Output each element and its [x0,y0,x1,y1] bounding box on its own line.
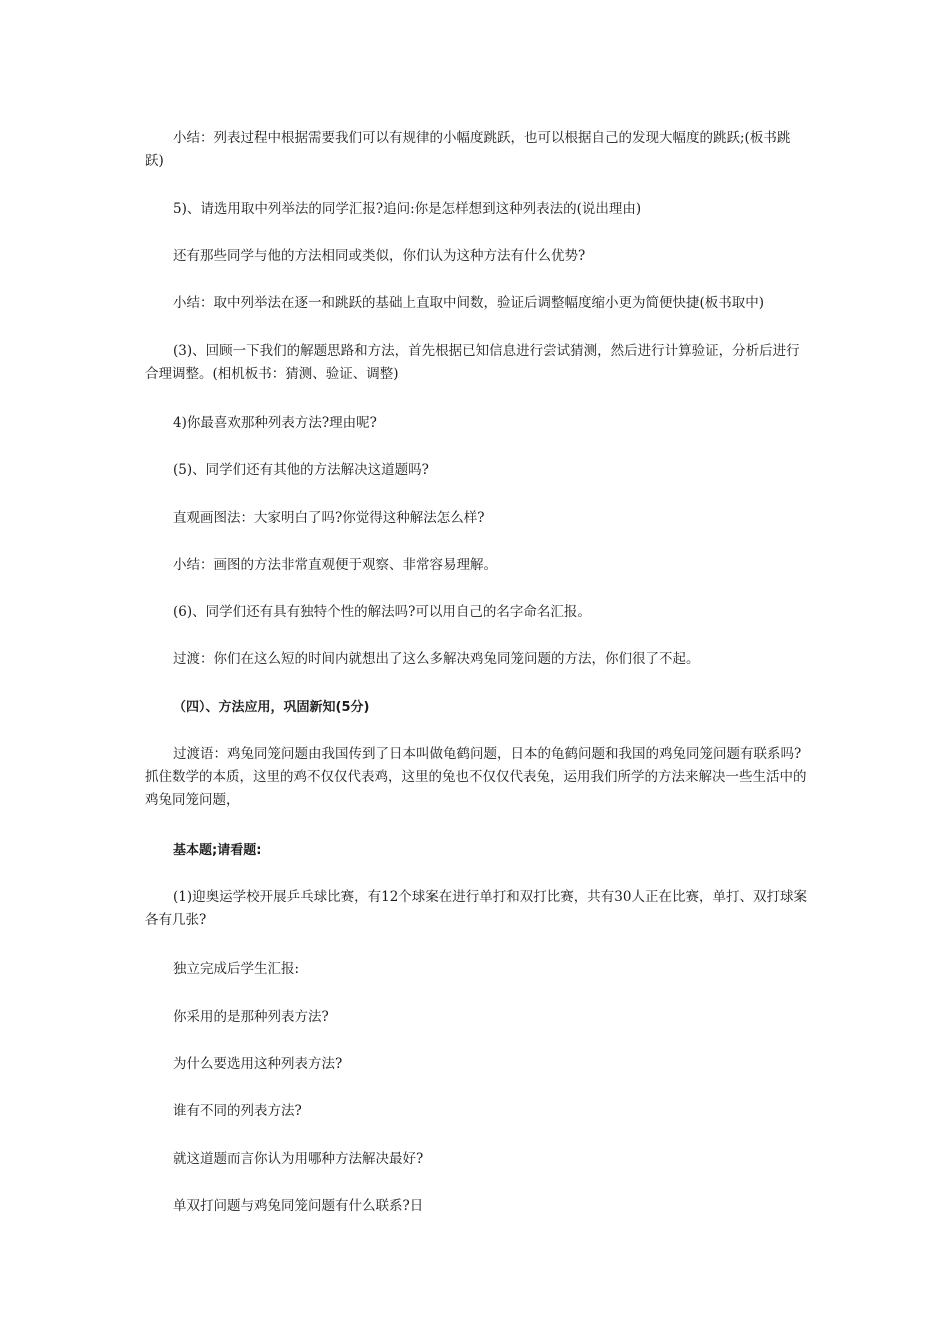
summary-drawing-paragraph: 小结：画图的方法非常直观便于观察、非常容易理解。 [173,557,497,573]
pingpong-problem-paragraph: (1)迎奥运学校开展乒乓球比赛，有12个球案在进行单打和双打比赛，共有30人正在比赛，单打、双打球案各有几张? [145,889,807,928]
basic-problem-heading: 基本题;请看题: [173,843,262,858]
student-report-paragraph: 独立完成后学生汇报: [173,961,300,977]
which-method-question: 你采用的是那种列表方法? [173,1009,329,1025]
transition-turtle-crane-paragraph: 过渡语：鸡兔同笼问题由我国传到了日本叫做龟鹤问题，日本的龟鹤问题和我国的鸡兔同笼问题有联系吗?抓住数学的本质，这里的鸡不仅仅代表鸡，这里的兔也不仅仅代表兔，运用我们所学的方法来解决一些生活中的鸡兔同笼问题， [145,746,807,808]
similar-method-question-paragraph: 还有那些同学与他的方法相同或类似，你们认为这种方法有什么优势? [173,248,586,264]
best-method-question: 就这道题而言你认为用哪种方法解决最好? [173,1151,424,1167]
other-methods-paragraph: (5)、同学们还有其他的方法解决这道题吗? [173,462,429,478]
drawing-method-paragraph: 直观画图法：大家明白了吗?你觉得这种解法怎么样? [173,510,485,526]
connection-question: 单双打问题与鸡兔同笼问题有什么联系?日 [173,1198,424,1214]
different-method-question: 谁有不同的列表方法? [173,1103,302,1119]
section-heading-four: （四）、方法应用，巩固新知(5分) [173,700,370,715]
middle-method-question-paragraph: 5)、请选用取中列举法的同学汇报?追问:你是怎样想到这种列表法的(说出理由) [173,201,642,217]
summary-middle-paragraph: 小结：取中列举法在逐一和跳跃的基础上直取中间数，验证后调整幅度缩小更为简便快捷(板书取中) [173,295,765,311]
transition-paragraph: 过渡：你们在这么短的时间内就想出了这么多解决鸡兔同笼问题的方法，你们很了不起。 [173,651,700,667]
why-method-question: 为什么要选用这种列表方法? [173,1056,343,1072]
favorite-method-paragraph: 4)你最喜欢那种列表方法?理由呢? [173,415,377,431]
review-approach-paragraph: (3)、回顾一下我们的解题思路和方法，首先根据已知信息进行尝试猜测，然后进行计算验证，分析后进行合理调整。(相机板书：猜测、验证、调整) [145,343,800,382]
summary-jump-paragraph: 小结：列表过程中根据需要我们可以有规律的小幅度跳跃，也可以根据自己的发现大幅度的跳跃;(板书跳跃) [145,130,791,169]
unique-solutions-paragraph: (6)、同学们还有具有独特个性的解法吗?可以用自己的名字命名汇报。 [173,604,591,620]
